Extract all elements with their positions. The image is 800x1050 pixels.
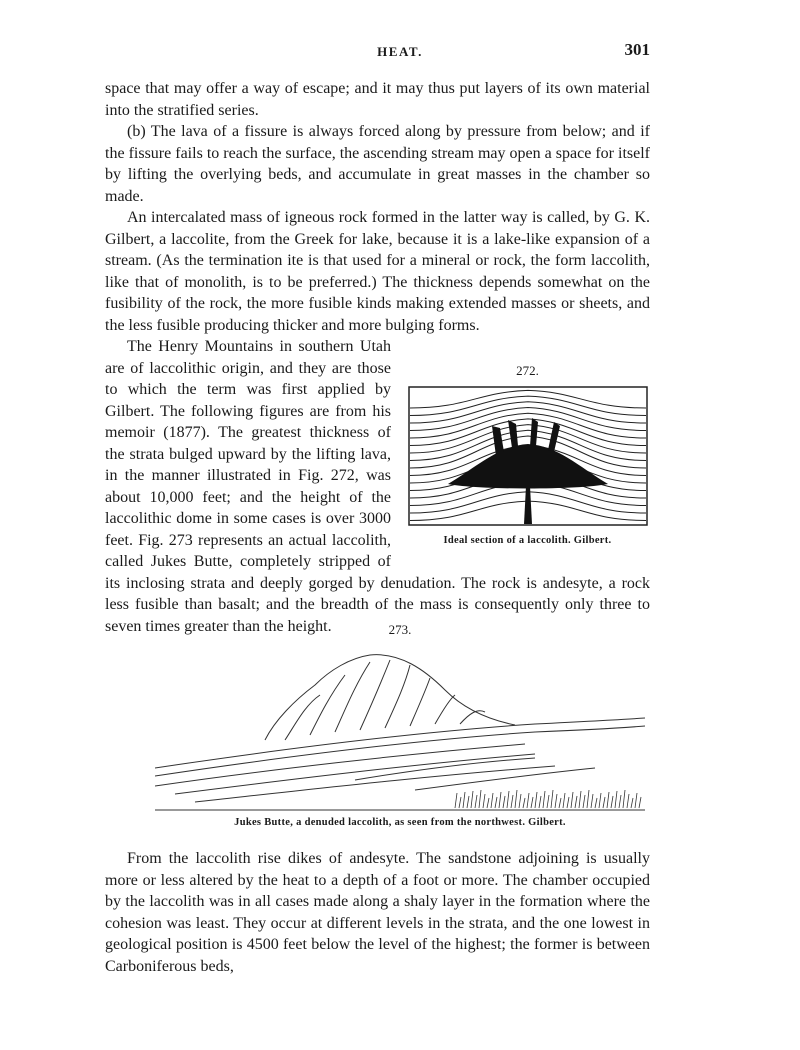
figure-273-number: 273.: [388, 622, 412, 637]
chapter-title: HEAT.: [377, 44, 423, 59]
figure-272-caption: Ideal section of a laccolith. Gilbert.: [443, 534, 612, 546]
figure-273: [155, 622, 645, 828]
paragraph-5: From the laccolith rise dikes of andesyte. The sandstone adjoining is usually more or less altered by the heat to a depth of a foot or more. The chamber occupied by the laccolith was in all cases made along a shaly layer in the formation where the cohesion was least. They occur at different levels in the strata, and the one lowest in geological position is 4500 feet below the level of the highest; the former is between Carboniferous beds,: [105, 850, 650, 975]
figure-273-caption: Jukes Butte, a denuded laccolith, as seen from the northwest. Gilbert.: [234, 817, 566, 828]
paragraph-2: (b) The lava of a fissure is always forced along by pressure from below; and if the fissure fails to reach the surface, the ascending stream may open a space for itself by lifting the overlying beds, and accumulate in great masses in the chamber so made.: [105, 123, 650, 205]
jukes-butte-illustration: [155, 640, 645, 815]
text-block-bottom: [105, 848, 650, 977]
text-block-top: [105, 78, 650, 637]
paragraph-1: space that may offer a way of escape; and it may thus put layers of its own material into the stratified series.: [105, 80, 650, 119]
figure-272: [405, 360, 650, 551]
paragraph-3: An intercalated mass of igneous rock formed in the latter way is called, by G. K. Gilbert, a laccolite, from the Greek for lake, because it is a lake-like expansion of a stream. (As the termination ite is that used for a mineral or rock, the form laccolith, like that of monolith, is to be preferred.) The thickness depends somewhat on the fusibility of the rock, the more fusible kinds making extended masses or sheets, and the less fusible producing thicker and more bulging forms.: [105, 209, 650, 334]
running-head: [0, 40, 800, 62]
figure-272-number: 272.: [516, 363, 539, 378]
laccolith-section-illustration: [408, 386, 648, 526]
page-number: 301: [624, 40, 650, 59]
paragraph-4: The Henry Mountains in southern Utah are of laccolithic origin, and they are those to which the term was first applied by Gilbert. The following figures are from his memoir (1877). The greatest thickness of the strata bulged upward by the lifting lava, in the manner illustrated in Fig. 272, was about 10,000 feet; and the height of the laccolithic dome in some cases is over 3000 feet. Fig. 273 represents an actual laccolith, called Jukes Butte, completely stripped of its inclosing strata and deeply gorged by denudation. The rock is andesyte, a rock less fusible than basalt; and the breadth of the mass is consequently only three to seven times greater than the height.: [105, 338, 650, 635]
